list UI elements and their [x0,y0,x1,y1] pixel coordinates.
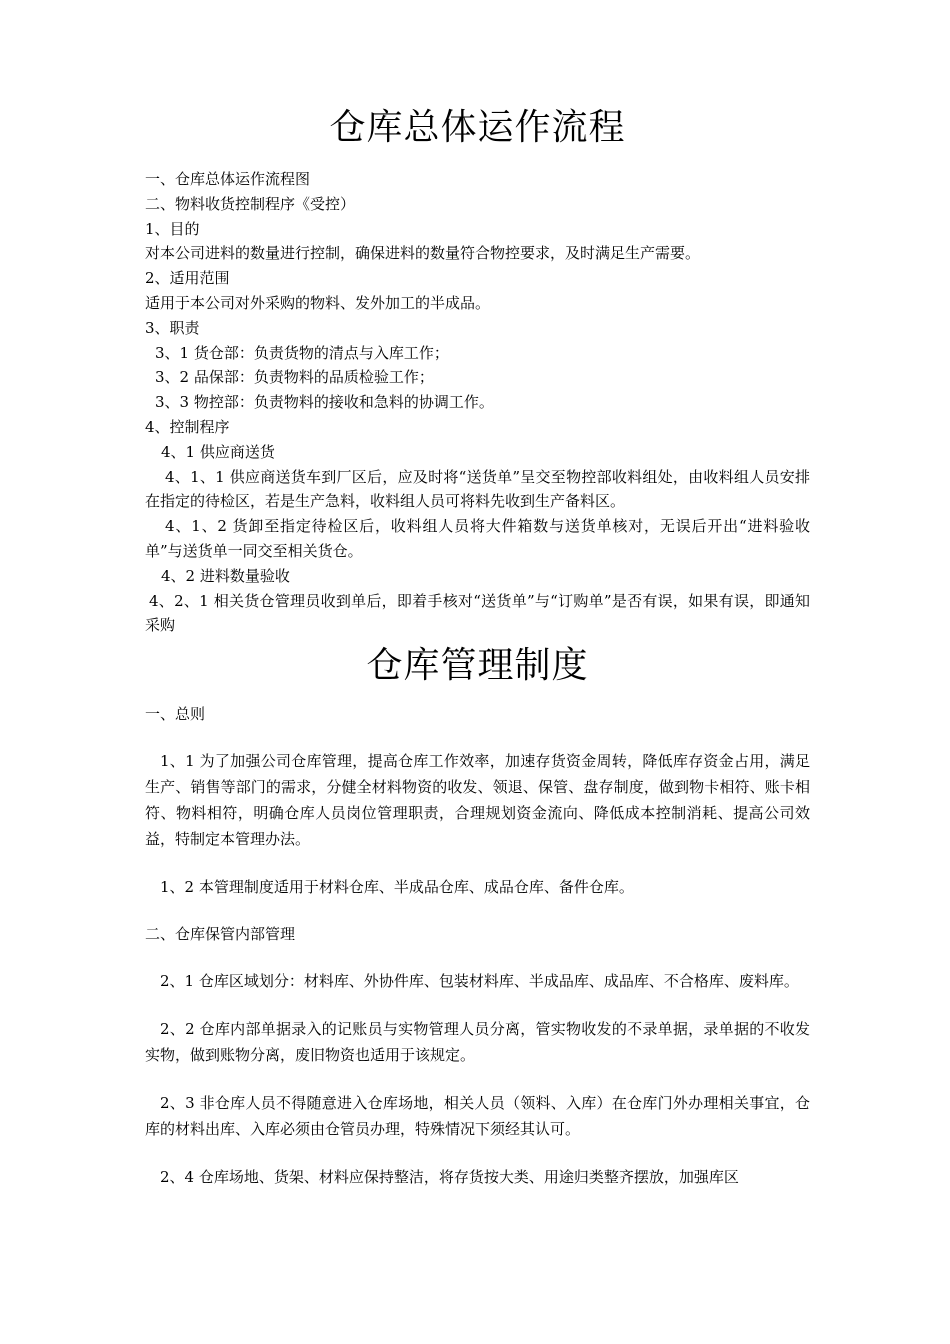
doc1-line: 适用于本公司对外采购的物料、发外加工的半成品。 [145,293,491,312]
doc2-section-heading: 一、总则 [145,705,206,724]
doc2-paragraph: 2、2 仓库内部单据录入的记账员与实物管理人员分离，管实物收发的不录单据，录单据的不收发实物，做到账物分离，废旧物资也适用于该规定。 [145,1020,810,1065]
doc2-paragraph: 1、1 为了加强公司仓库管理，提高仓库工作效率，加速存货资金周转，降低库存资金占用，满足生产、销售等部门的需求，分健全材料物资的收发、领退、保管、盘存制度，做到物卡相符、账卡相符、物料相符，明确仓库人员岗位管理职责，合理规划资金流向、降低成本控制消耗、提高公司效益，特制定本管理办法。 [145,752,810,849]
doc1-paragraph: 4、1、1 供应商送货车到厂区后，应及时将“送货单”呈交至物控部收料组处，由收料组人员安排在指定的待检区，若是生产急料，收料组人员可将料先收到生产备料区。 [145,467,810,511]
doc1-line: 3、1 货仓部：负责货物的清点与入库工作； [155,343,449,362]
doc2-body [145,702,810,1190]
doc1-line: 3、3 物控部：负责物料的接收和急料的协调工作。 [155,393,494,412]
doc1-line: 3、职责 [145,318,200,337]
doc1-line: 对本公司进料的数量进行控制，确保进料的数量符合物控要求，及时满足生产需要。 [145,244,701,263]
doc1-line: 2、适用范围 [145,269,230,288]
doc1-paragraph: 4、1、2 货卸至指定待检区后，收料组人员将大件箱数与送货单核对，无误后开出“进料验收单”与送货单一同交至相关货仓。 [145,517,810,560]
document-page [145,0,810,1190]
doc1-line: 1、目的 [145,219,200,238]
doc1-line: 3、2 品保部：负责物料的品质检验工作； [155,368,434,387]
doc1-line: 一、仓库总体运作流程图 [145,170,311,188]
doc2-section-heading: 二、仓库保管内部管理 [145,925,296,944]
doc1-body [145,167,810,638]
doc1-line: 4、控制程序 [145,417,230,436]
doc2-paragraph: 2、4 仓库场地、货架、材料应保持整洁，将存货按大类、用途归类整齐摆放，加强库区 [160,1168,739,1187]
doc2-paragraph: 2、3 非仓库人员不得随意进入仓库场地，相关人员（领料、入库）在仓库门外办理相关事宜，仓库的材料出库、入库必须由仓管员办理，特殊情况下须经其认可。 [145,1094,810,1139]
doc1-line: 二、物料收货控制程序《受控） [145,194,356,213]
doc2-paragraph: 1、2 本管理制度适用于材料仓库、半成品仓库、成品仓库、备件仓库。 [160,878,634,897]
doc1-title: 仓库总体运作流程 [329,107,626,148]
doc1-paragraph: 4、2、1 相关货仓管理员收到单后，即着手核对“送货单”与“订购单”是否有误，如果有误，即通知采购 [145,591,810,635]
doc2-title: 仓库管理制度 [366,645,589,687]
doc1-line: 4、2 进料数量验收 [161,566,290,585]
doc1-line: 4、1 供应商送货 [161,442,275,461]
doc2-paragraph: 2、1 仓库区域划分：材料库、外协件库、包装材料库、半成品库、成品库、不合格库、废料库。 [160,972,799,991]
